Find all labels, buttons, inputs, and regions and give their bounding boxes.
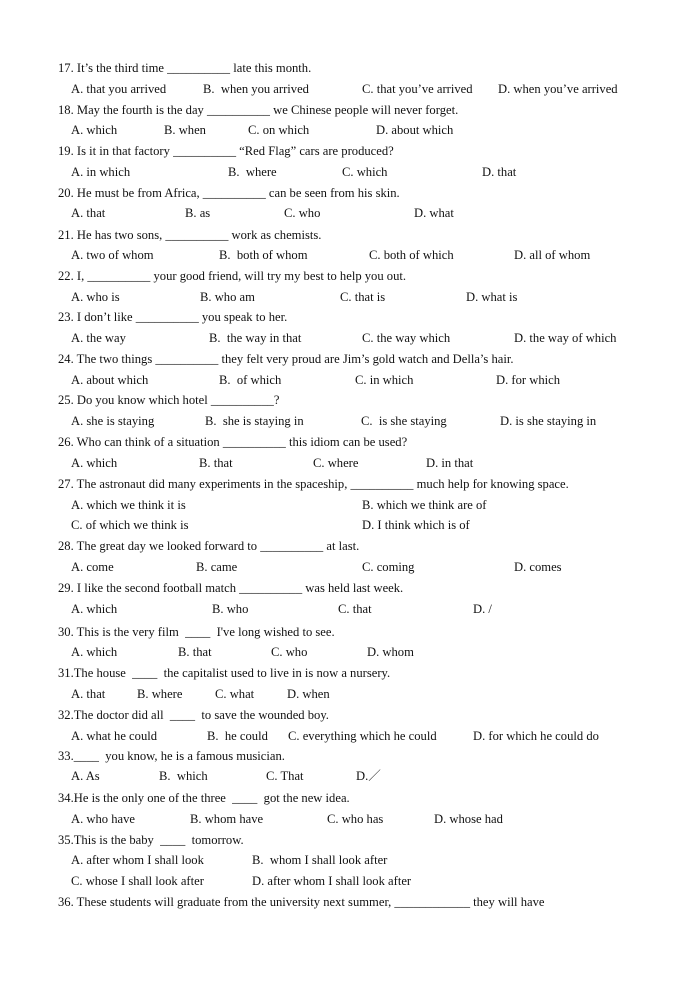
answer-option: A. that <box>71 206 106 220</box>
answer-option: A. that you arrived <box>71 82 167 96</box>
answer-option: A. that <box>71 687 106 701</box>
answer-option: D. when you’ve arrived <box>498 82 618 96</box>
answer-option: C. That <box>266 769 304 783</box>
answer-option: B. where <box>228 165 277 179</box>
question-stem: 30. This is the very film ____ I've long wished to see. <box>58 625 335 639</box>
question-stem: 18. May the fourth is the day __________ we Chinese people will never forget. <box>58 103 459 117</box>
answer-option: B. came <box>196 560 238 574</box>
answer-option: C. who <box>271 645 308 659</box>
answer-option: C. that <box>338 602 372 616</box>
answer-option: D. in that <box>426 456 474 470</box>
answer-option: D. after whom I shall look after <box>252 874 412 888</box>
question-stem: 34.He is the only one of the three ____ got the new idea. <box>58 791 350 805</box>
answer-option: D. about which <box>376 123 454 137</box>
answer-option: B. of which <box>219 373 282 387</box>
question-stem: 27. The astronaut did many experiments in the spaceship, __________ much help for knowing space. <box>58 477 569 491</box>
question-stem: 24. The two things __________ they felt very proud are Jim’s gold watch and Della’s hair. <box>58 352 514 366</box>
answer-option: C. coming <box>362 560 415 574</box>
answer-option: C. where <box>313 456 359 470</box>
answer-option: D. whose had <box>434 812 503 826</box>
answer-option: B. he could <box>207 729 268 743</box>
answer-option: B. when <box>164 123 206 137</box>
answer-option: B. she is staying in <box>205 414 304 428</box>
question-stem: 26. Who can think of a situation __________ this idiom can be used? <box>58 435 408 449</box>
answer-option: A. after whom I shall look <box>71 853 204 867</box>
answer-option: A. she is staying <box>71 414 155 428</box>
answer-option: A. who is <box>71 290 120 304</box>
answer-option: D. for which <box>496 373 561 387</box>
answer-option: A. two of whom <box>71 248 154 262</box>
answer-option: D. what <box>414 206 454 220</box>
answer-option: D. I think which is of <box>362 518 470 532</box>
answer-option: A. the way <box>71 331 126 345</box>
answer-option: B. both of whom <box>219 248 308 262</box>
answer-option: D. the way of which <box>514 331 617 345</box>
question-stem: 33.____ you know, he is a famous musician. <box>58 749 285 763</box>
answer-option: C. is she staying <box>361 414 447 428</box>
answer-option: B. the way in that <box>209 331 302 345</box>
answer-option: C. that is <box>340 290 386 304</box>
answer-option: A. As <box>71 769 100 783</box>
question-stem: 31.The house ____ the capitalist used to live in is now a nursery. <box>58 666 391 680</box>
answer-option: C. everything which he could <box>288 729 437 743</box>
question-stem: 17. It’s the third time __________ late this month. <box>58 61 312 75</box>
answer-option: C. in which <box>355 373 414 387</box>
answer-option: D. all of whom <box>514 248 591 262</box>
answer-option: B. as <box>185 206 211 220</box>
answer-option: A. which we think it is <box>71 498 186 512</box>
answer-option: A. about which <box>71 373 149 387</box>
answer-option: A. who have <box>71 812 136 826</box>
question-stem: 19. Is it in that factory __________ “Red Flag” cars are produced? <box>58 144 394 158</box>
answer-option: D. / <box>473 602 492 616</box>
answer-option: B. where <box>137 687 183 701</box>
answer-option: A. which <box>71 456 118 470</box>
answer-option: B. when you arrived <box>203 82 309 96</box>
answer-option: C. of which we think is <box>71 518 189 532</box>
answer-option: B. who <box>212 602 249 616</box>
answer-option: B. whom have <box>190 812 264 826</box>
answer-option: B. who am <box>200 290 255 304</box>
answer-option: A. which <box>71 123 118 137</box>
answer-option: A. what he could <box>71 729 158 743</box>
question-stem: 35.This is the baby ____ tomorrow. <box>58 833 244 847</box>
question-stem: 23. I don’t like __________ you speak to her. <box>58 310 288 324</box>
answer-option: C. on which <box>248 123 310 137</box>
answer-option: C. whose I shall look after <box>71 874 204 888</box>
answer-option: D.／ <box>356 769 381 783</box>
answer-option: D. is she staying in <box>500 414 597 428</box>
answer-option: D. when <box>287 687 330 701</box>
answer-option: D. comes <box>514 560 562 574</box>
answer-option: C. what <box>215 687 255 701</box>
answer-option: C. that you’ve arrived <box>362 82 473 96</box>
answer-option: B. that <box>178 645 212 659</box>
answer-option: D. that <box>482 165 517 179</box>
answer-option: B. which we think are of <box>362 498 487 512</box>
answer-option: C. both of which <box>369 248 454 262</box>
answer-option: C. who has <box>327 812 384 826</box>
answer-option: B. that <box>199 456 233 470</box>
question-stem: 25. Do you know which hotel __________? <box>58 393 280 407</box>
question-stem: 32.The doctor did all ____ to save the wounded boy. <box>58 708 329 722</box>
answer-option: A. in which <box>71 165 131 179</box>
answer-option: D. what is <box>466 290 518 304</box>
answer-option: C. who <box>284 206 321 220</box>
answer-option: A. which <box>71 645 118 659</box>
question-stem: 22. I, __________ your good friend, will try my best to help you out. <box>58 269 407 283</box>
question-stem: 21. He has two sons, __________ work as chemists. <box>58 228 322 242</box>
answer-option: A. come <box>71 560 114 574</box>
answer-option: C. the way which <box>362 331 451 345</box>
answer-option: D. whom <box>367 645 414 659</box>
answer-option: B. whom I shall look after <box>252 853 388 867</box>
question-stem: 36. These students will graduate from the university next summer, ____________ they will have <box>58 895 545 909</box>
answer-option: D. for which he could do <box>473 729 599 743</box>
answer-option: B. which <box>159 769 208 783</box>
answer-option: A. which <box>71 602 118 616</box>
question-stem: 20. He must be from Africa, __________ can be seen from his skin. <box>58 186 400 200</box>
question-stem: 29. I like the second football match __________ was held last week. <box>58 581 404 595</box>
question-stem: 28. The great day we looked forward to __________ at last. <box>58 539 360 553</box>
answer-option: C. which <box>342 165 388 179</box>
